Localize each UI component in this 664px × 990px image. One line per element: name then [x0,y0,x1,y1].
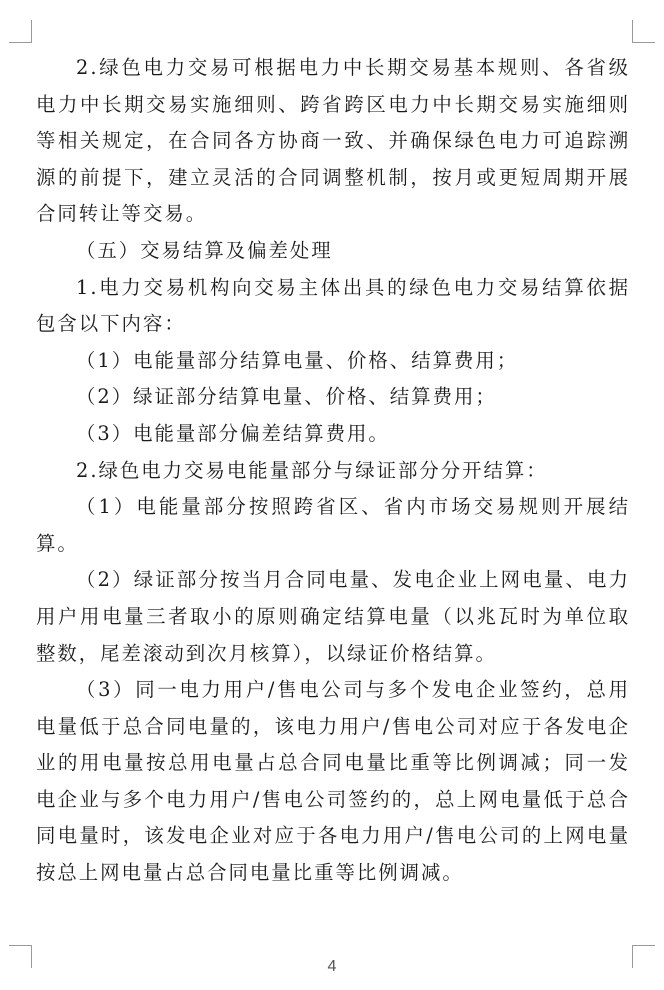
paragraph-settlement-basis: 1.电力交易机构向交易主体出具的绿色电力交易结算依据包含以下内容： [36,275,630,336]
section-heading-settlement: （五）交易结算及偏差处理 [76,238,333,262]
list-item-certificate-settlement: （2）绿证部分结算电量、价格、结算费用； [76,385,497,409]
crop-mark-top-right [632,20,655,43]
page-number: 4 [327,958,337,975]
list-item-certificate-rules: （2）绿证部分按当月合同电量、发电企业上网电量、电力用户用电量三者取小的原则确定结算电量（以兆瓦时为单位取整数，尾差滚动到次月核算），以绿证价格结算。 [36,568,630,665]
list-item-energy-rules: （1）电能量部分按照跨省区、省内市场交易规则开展结算。 [36,495,630,555]
list-item-proportional-reduction: （3）同一电力用户/售电公司与多个发电企业签约，总用电量低于总合同电量的，该电力用户/售电公司对应于各发电企业的用电量按总用电量占总合同电量比重等比例调减；同一发电企业与多个电力用户/售电公司签约的，总上网电量低于总合同电量时，该发电企业对应于各电力用户/售电公司的上网电量按总上网电量占总合同电量比重等比例调减。 [36,678,630,885]
paragraph-contract-adjustment: 2.绿色电力交易可根据电力中长期交易基本规则、各省级电力中长期交易实施细则、跨省跨区电力中长期交易实施细则等相关规定，在合同各方协商一致、并确保绿色电力可追踪溯源的前提下，建立灵活的合同调整机制，按月或更短周期开展合同转让等交易。 [36,56,630,226]
list-item-deviation-settlement: （3）电能量部分偏差结算费用。 [76,421,390,445]
document-body [36,50,630,892]
list-item-energy-settlement: （1）电能量部分结算电量、价格、结算费用； [76,348,519,372]
crop-mark-top-left [9,20,32,43]
paragraph-separate-settlement: 2.绿色电力交易电能量部分与绿证部分分开结算： [76,458,548,482]
